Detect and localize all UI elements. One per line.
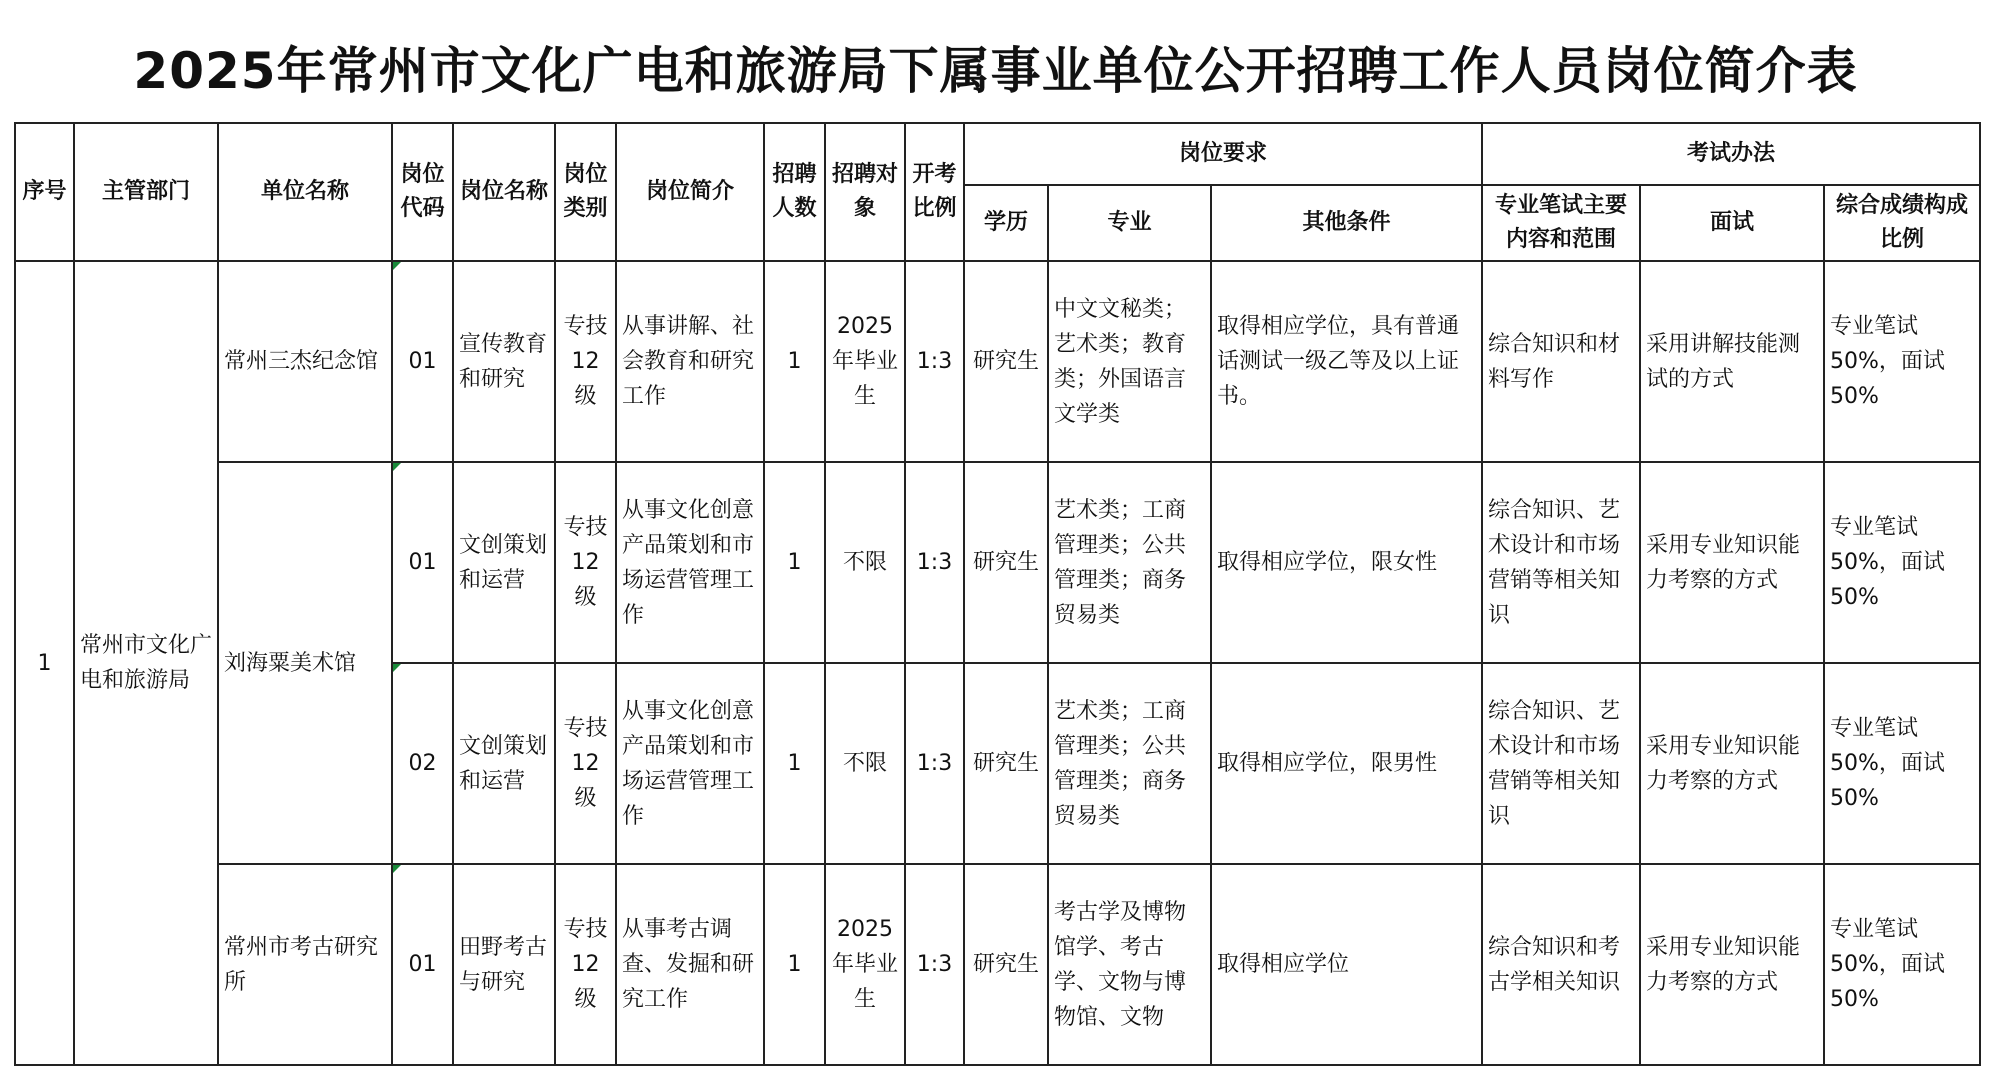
cell-edu: 研究生 [964, 261, 1048, 462]
header-score: 综合成绩构成比例 [1824, 185, 1980, 261]
cell-code: 02 [392, 663, 453, 864]
cell-ratio: 1:3 [905, 462, 964, 663]
cell-target: 不限 [825, 663, 905, 864]
cell-post-name: 田野考古与研究 [453, 864, 555, 1065]
cell-interview: 采用专业知识能力考察的方式 [1640, 462, 1824, 663]
cell-post-name: 文创策划和运营 [453, 663, 555, 864]
cell-written: 综合知识和材料写作 [1482, 261, 1640, 462]
header-edu: 学历 [964, 185, 1048, 261]
cell-score: 专业笔试50%，面试50% [1824, 261, 1980, 462]
cell-score: 专业笔试50%，面试50% [1824, 864, 1980, 1065]
recruitment-table [14, 122, 1981, 1066]
header-exam: 考试办法 [1482, 123, 1980, 185]
header-post-type: 岗位类别 [555, 123, 616, 261]
table-row [15, 462, 1980, 663]
cell-code: 01 [392, 462, 453, 663]
cell-count: 1 [764, 663, 825, 864]
cell-written: 综合知识、艺术设计和市场营销等相关知识 [1482, 663, 1640, 864]
header-count: 招聘人数 [764, 123, 825, 261]
cell-major: 艺术类；工商管理类；公共管理类；商务贸易类 [1048, 462, 1211, 663]
cell-major: 考古学及博物馆学、考古学、文物与博物馆、文物 [1048, 864, 1211, 1065]
table-row [15, 261, 1980, 462]
cell-target: 2025年毕业生 [825, 261, 905, 462]
cell-seq: 1 [15, 261, 74, 1065]
header-interview: 面试 [1640, 185, 1824, 261]
cell-count: 1 [764, 864, 825, 1065]
cell-intro: 从事文化创意产品策划和市场运营管理工作 [616, 462, 764, 663]
cell-edu: 研究生 [964, 462, 1048, 663]
cell-unit: 常州三杰纪念馆 [218, 261, 392, 462]
header-requirements: 岗位要求 [964, 123, 1482, 185]
cell-score: 专业笔试50%，面试50% [1824, 462, 1980, 663]
cell-ratio: 1:3 [905, 864, 964, 1065]
header-row-1 [15, 123, 1980, 185]
cell-written: 综合知识、艺术设计和市场营销等相关知识 [1482, 462, 1640, 663]
cell-intro: 从事讲解、社会教育和研究工作 [616, 261, 764, 462]
cell-post-type: 专技12级 [555, 462, 616, 663]
header-major: 专业 [1048, 185, 1211, 261]
cell-other: 取得相应学位，限女性 [1211, 462, 1482, 663]
cell-ratio: 1:3 [905, 663, 964, 864]
cell-count: 1 [764, 261, 825, 462]
cell-score: 专业笔试50%，面试50% [1824, 663, 1980, 864]
cell-post-type: 专技12级 [555, 864, 616, 1065]
header-intro: 岗位简介 [616, 123, 764, 261]
cell-intro: 从事文化创意产品策划和市场运营管理工作 [616, 663, 764, 864]
cell-dept: 常州市文化广电和旅游局 [74, 261, 218, 1065]
cell-target: 不限 [825, 462, 905, 663]
header-other: 其他条件 [1211, 185, 1482, 261]
header-unit: 单位名称 [218, 123, 392, 261]
cell-code: 01 [392, 864, 453, 1065]
header-written: 专业笔试主要内容和范围 [1482, 185, 1640, 261]
cell-post-type: 专技12级 [555, 261, 616, 462]
cell-code: 01 [392, 261, 453, 462]
cell-post-name: 宣传教育和研究 [453, 261, 555, 462]
cell-target: 2025年毕业生 [825, 864, 905, 1065]
cell-ratio: 1:3 [905, 261, 964, 462]
cell-interview: 采用专业知识能力考察的方式 [1640, 864, 1824, 1065]
cell-unit: 常州市考古研究所 [218, 864, 392, 1065]
header-code: 岗位代码 [392, 123, 453, 261]
cell-major: 中文文秘类；艺术类；教育类；外国语言文学类 [1048, 261, 1211, 462]
cell-post-name: 文创策划和运营 [453, 462, 555, 663]
cell-other: 取得相应学位，限男性 [1211, 663, 1482, 864]
cell-post-type: 专技12级 [555, 663, 616, 864]
cell-major: 艺术类；工商管理类；公共管理类；商务贸易类 [1048, 663, 1211, 864]
header-seq: 序号 [15, 123, 74, 261]
header-dept: 主管部门 [74, 123, 218, 261]
cell-other: 取得相应学位 [1211, 864, 1482, 1065]
cell-written: 综合知识和考古学相关知识 [1482, 864, 1640, 1065]
cell-interview: 采用专业知识能力考察的方式 [1640, 663, 1824, 864]
cell-edu: 研究生 [964, 864, 1048, 1065]
header-ratio: 开考比例 [905, 123, 964, 261]
cell-edu: 研究生 [964, 663, 1048, 864]
header-target: 招聘对象 [825, 123, 905, 261]
cell-intro: 从事考古调查、发掘和研究工作 [616, 864, 764, 1065]
cell-count: 1 [764, 462, 825, 663]
cell-interview: 采用讲解技能测试的方式 [1640, 261, 1824, 462]
header-post-name: 岗位名称 [453, 123, 555, 261]
cell-other: 取得相应学位，具有普通话测试一级乙等及以上证书。 [1211, 261, 1482, 462]
page-title: 2025年常州市文化广电和旅游局下属事业单位公开招聘工作人员岗位简介表 [133, 42, 1858, 100]
cell-unit: 刘海粟美术馆 [218, 462, 392, 864]
table-row [15, 864, 1980, 1065]
